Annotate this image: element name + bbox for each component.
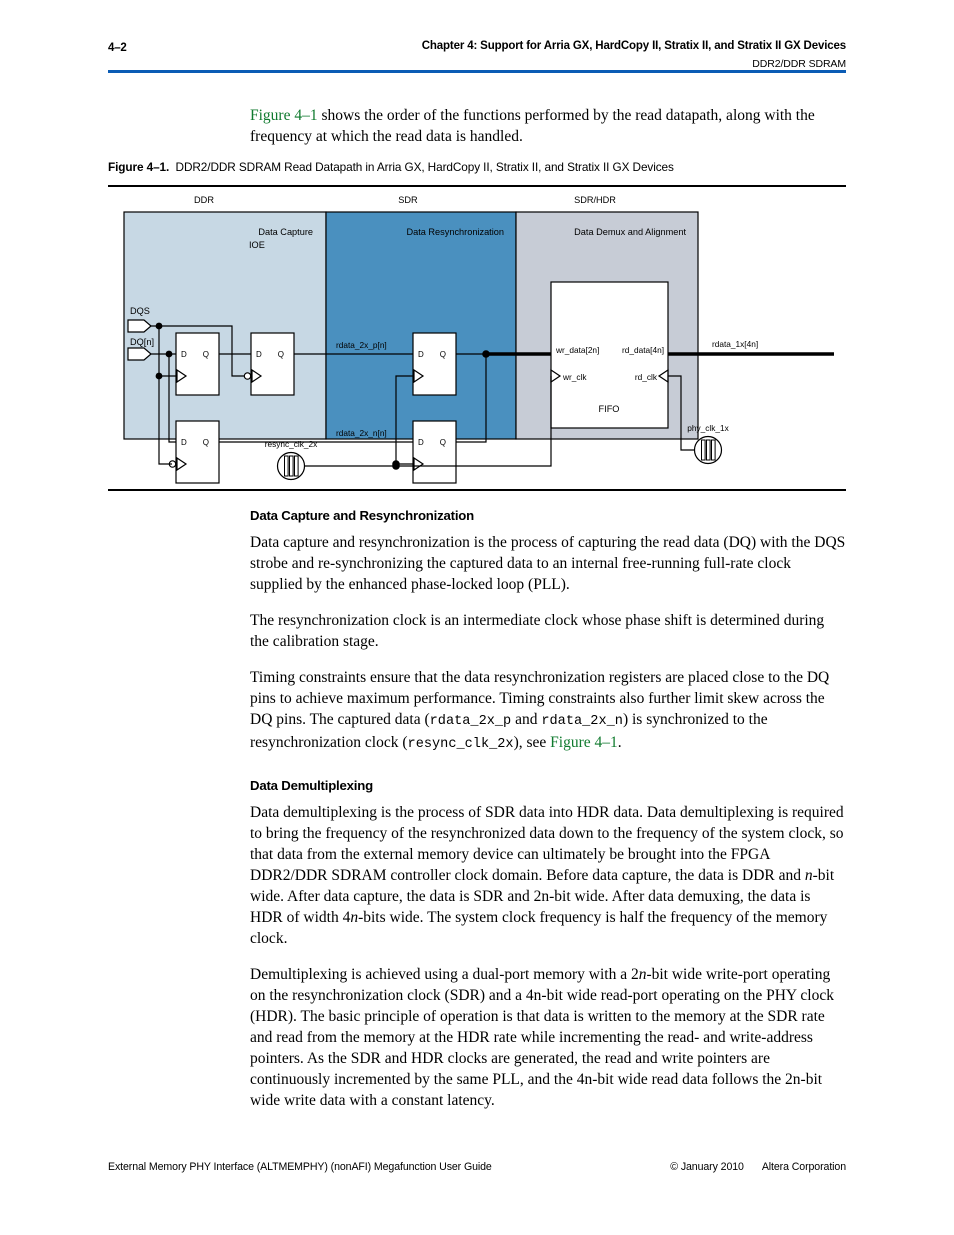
signal-label-rdata-1x: rdata_1x[4n] [712, 339, 759, 349]
dualport-text-2: -bit wide write-port operating on the resynchronization clock (SDR) and a 4n-bit wide read-port operating on the PHY clock (HDR). The basic principle of operation is that data is written to the memory at the SDR rate and read from the memory at the HDR rate while incrementing the read- and write-address pointers. As the SDR and HDR clocks are generated, the read and write pointers are continuously incremented by the same PLL, and the 4n-bit wide read data follows the 2n-bit wide write data with a constant latency. [250, 966, 834, 1109]
ff4-d-pin: D [418, 350, 424, 359]
ff5-q-pin: Q [439, 438, 446, 447]
demux-italic-n-1: n [804, 867, 813, 884]
demux-text-2: -bit wide. After data capture, the data is SDR and 2n-bit wide. After data demuxing, the data is HDR of width 4 [250, 867, 835, 926]
figure-caption [108, 160, 846, 174]
footer-guide-title: External Memory PHY Interface (ALTMEMPHY) (nonAFI) Megafunction User Guide [108, 1161, 492, 1173]
signal-label-phy-clk: phy_clk_1x [687, 423, 729, 433]
code-resync-clk-2x: resync_clk_2x [407, 737, 514, 752]
read-datapath-diagram [108, 190, 846, 486]
timing-text-3: ) is synchronized to the resynchronization clock ( [250, 711, 768, 751]
phy-clk-symbol-bar1 [702, 440, 706, 460]
label-ddr: DDR [194, 195, 214, 205]
intro-text: shows the order of the functions performed by the read datapath, along with the frequency at which the read data is handled. [250, 107, 815, 145]
ff-capture-falling [176, 421, 219, 483]
demux-italic-n-2: n [350, 909, 359, 926]
label-sdr: SDR [398, 195, 418, 205]
paragraph-capture-2: The resynchronization clock is an intermediate clock whose phase shift is determined during the calibration stage. [250, 612, 825, 650]
region-title-data-capture: Data Capture [258, 227, 313, 237]
page-number: 4–2 [108, 42, 127, 54]
phy-clk-symbol-bar2 [707, 440, 711, 460]
port-label-dqs: DQS [130, 306, 150, 316]
paragraph-demux [250, 802, 846, 949]
intro-paragraph [250, 105, 846, 147]
footer-copyright: © January 2010 [670, 1161, 744, 1173]
page-header [108, 36, 846, 80]
section-heading-data-demultiplexing: Data Demultiplexing [250, 778, 373, 793]
figure-cross-reference-link-2[interactable]: Figure 4–1 [550, 734, 618, 751]
ff2-d-pin: D [181, 438, 187, 447]
figure-title: DDR2/DDR SDRAM Read Datapath in Arria GX, HardCopy II, Stratix II, and Stratix II GX Devices [175, 160, 674, 174]
ff4-q-pin: Q [439, 350, 446, 359]
resync-clk-symbol-bar3 [295, 456, 299, 476]
paragraph-dualport [250, 964, 846, 1111]
timing-text-2: and [511, 711, 542, 728]
header-rule [108, 70, 846, 73]
paragraph-capture-1: Data capture and resynchronization is the process of capturing the read data (DQ) with the DQS strobe and re-synchronizing the captured data to an internal free-running full-rate clock supplied by the enhanced phase-locked loop (PLL). [250, 534, 846, 593]
timing-text-1: Timing constraints ensure that the data resynchronization registers are placed close to the DQ pins to achieve maximum performance. Timing constraints also further limit skew across the DQ pins. The captured data ( [250, 669, 830, 728]
code-rdata-2x-p: rdata_2x_p [429, 714, 512, 729]
ff3-q-pin: Q [277, 350, 284, 359]
chapter-title: Chapter 4: Support for Arria GX, HardCopy II, Stratix II, and Stratix II GX Devices [421, 40, 846, 52]
footer-company: Altera Corporation [761, 1161, 846, 1173]
ff5-d-pin: D [418, 438, 424, 447]
label-sdrhdr: SDR/HDR [574, 195, 616, 205]
dualport-text-1: Demultiplexing is achieved using a dual-port memory with a 2 [250, 966, 639, 983]
body-column [250, 508, 846, 1111]
paragraph-timing-constraints [250, 667, 846, 755]
signal-label-resync-clk: resync_clk_2x [264, 439, 318, 449]
resync-clk-symbol-bar1 [285, 456, 289, 476]
ff-resync-p [413, 333, 456, 395]
code-rdata-2x-n: rdata_2x_n [541, 714, 623, 729]
figure-number: Figure 4–1. [108, 160, 170, 174]
fifo-wr-data-label: wr_data[2n] [556, 345, 600, 355]
fifo-label: FIFO [598, 404, 620, 414]
ff3-d-pin: D [256, 350, 262, 359]
fifo-rd-data-label: rd_data[4n] [622, 345, 664, 355]
timing-text-4: ), see [513, 734, 551, 751]
ff1-q-pin: Q [202, 350, 209, 359]
fifo-wr-clk-label: wr_clk [563, 372, 587, 382]
region-sdr-background [326, 212, 516, 439]
figure-cross-reference-link[interactable]: Figure 4–1 [250, 107, 318, 124]
resync-clk-symbol-bar2 [290, 456, 294, 476]
fifo-rd-clk-label: rd_clk [634, 372, 657, 382]
figure-rule-bottom [108, 489, 846, 491]
demux-text-3: -bits wide. The system clock frequency is half the frequency of the memory clock. [250, 909, 828, 947]
region-title-ioe: IOE [249, 240, 265, 250]
chapter-subtitle: DDR2/DDR SDRAM [752, 58, 846, 70]
ff-retime [251, 333, 294, 395]
region-title-data-resync: Data Resynchronization [406, 227, 504, 237]
ff1-d-pin: D [181, 350, 187, 359]
signal-label-rdata-2x-n: rdata_2x_n[n] [336, 428, 387, 438]
timing-text-5: . [617, 734, 622, 751]
figure-rule-top [108, 185, 846, 187]
phy-clk-symbol-bar3 [712, 440, 716, 460]
ff3-clock-bubble-icon [244, 373, 250, 379]
ff-capture-rising [176, 333, 219, 395]
section-heading-data-capture: Data Capture and Resynchronization [250, 508, 475, 523]
demux-text-1: Data demultiplexing is the process of SDR data into HDR data. Data demultiplexing is required to bring the frequency of the resynchronized data down to the frequency of the system clock, so that data from the external memory device can ultimately be brought into the FPGA DDR2/DDR SDRAM controller clock domain. Before data capture, the data is DDR and [250, 804, 844, 884]
ff-resync-n [413, 421, 456, 483]
footer-copyright-block [670, 1161, 846, 1173]
dualport-italic-n-1: n [638, 966, 647, 983]
signal-label-rdata-2x-p: rdata_2x_p[n] [336, 340, 387, 350]
port-label-dq: DQ[n] [130, 337, 154, 347]
ff2-q-pin: Q [202, 438, 209, 447]
region-title-data-demux: Data Demux and Alignment [574, 227, 686, 237]
